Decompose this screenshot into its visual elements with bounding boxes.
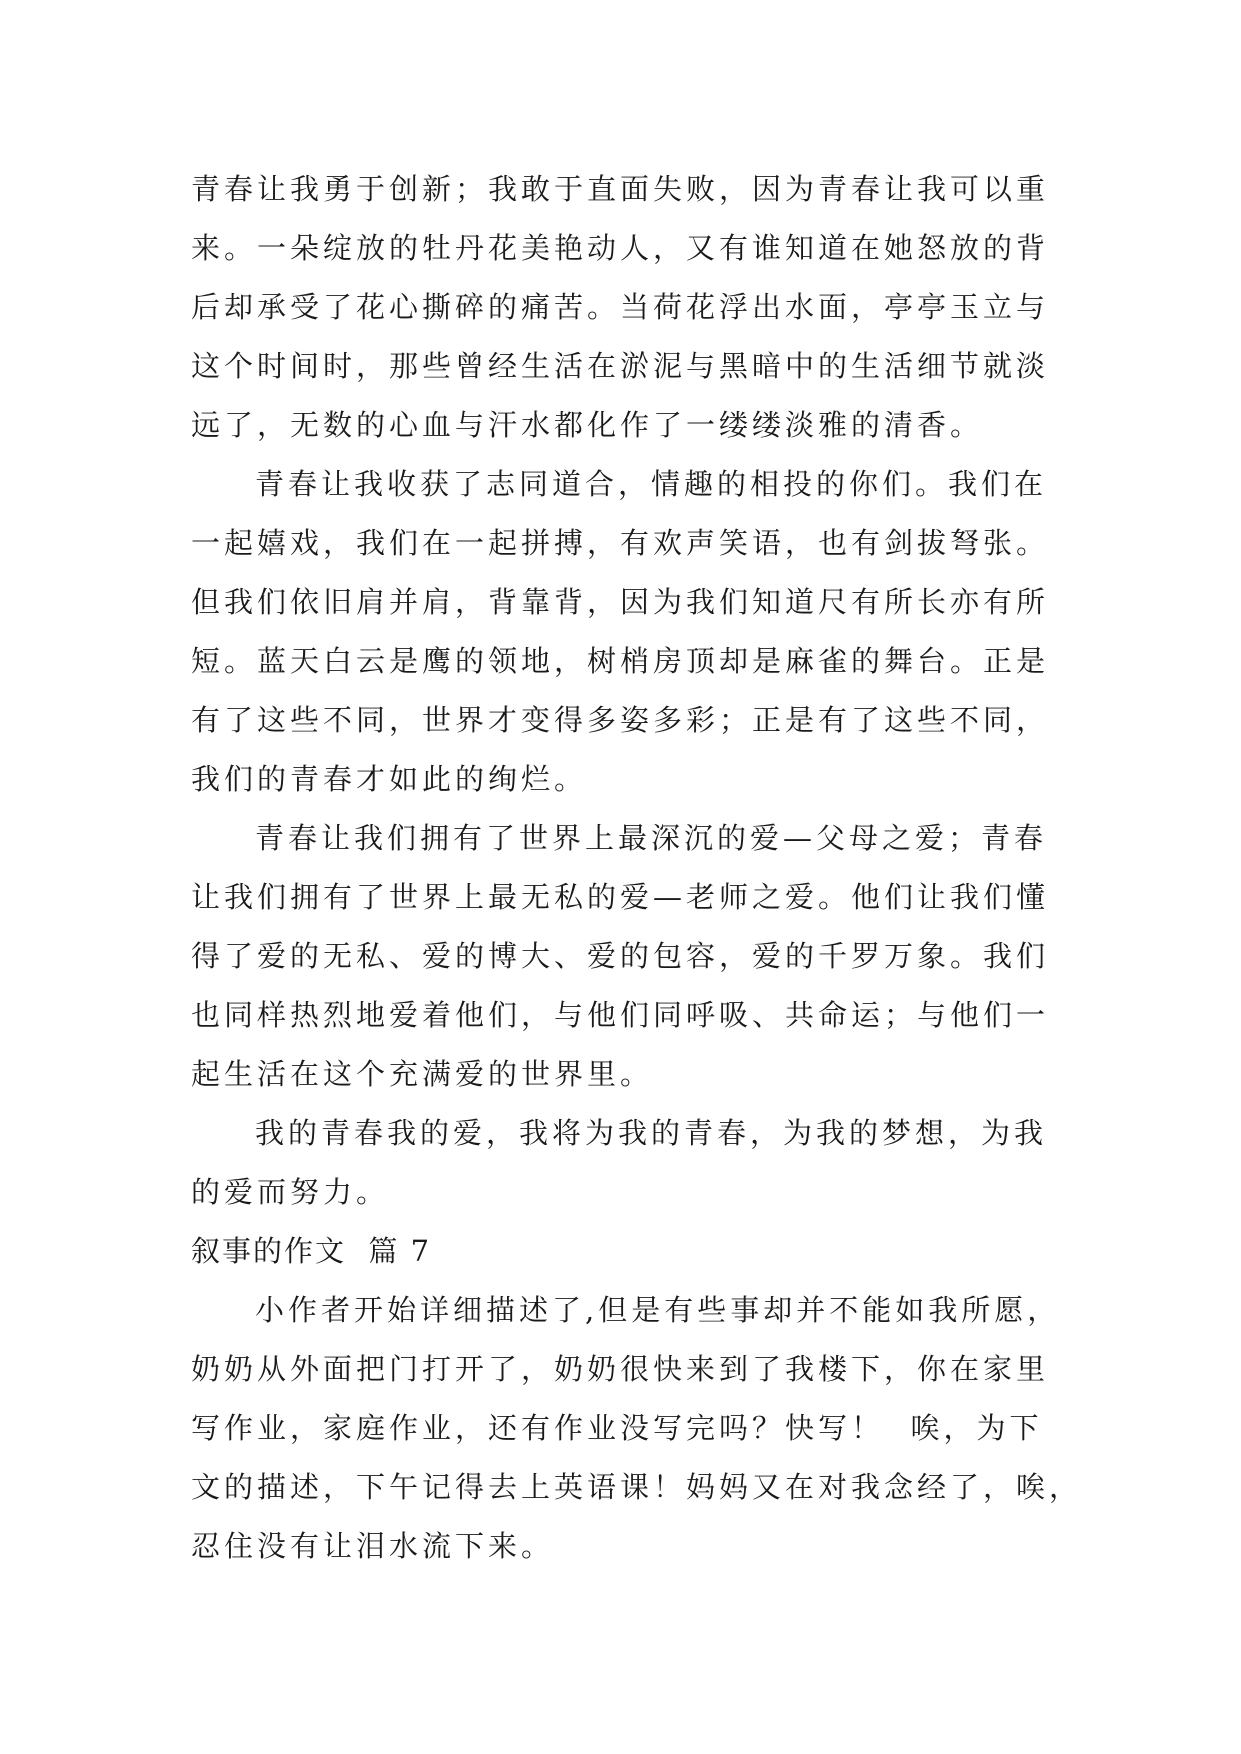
text-line: 这个时间时，那些曾经生活在淤泥与黑暗中的生活细节就淡 xyxy=(191,349,1050,383)
paragraph-love xyxy=(191,809,1051,1104)
text-line: 起生活在这个充满爱的世界里。 xyxy=(191,1057,654,1091)
text-line: 我的青春我的爱，我将为我的青春，为我的梦想，为我 xyxy=(255,1116,1048,1150)
paragraph-narrative xyxy=(191,1281,1083,1576)
section-heading xyxy=(191,1222,1051,1281)
text-line: 写作业，家庭作业，还有作业没写完吗？快写！ 唉，为下 xyxy=(191,1411,1043,1445)
document-body xyxy=(191,160,1083,1576)
text-line: 奶奶从外面把门打开了，奶奶很快来到了我楼下，你在家里 xyxy=(191,1352,1050,1386)
text-line: 一起嬉戏，我们在一起拼搏，有欢声笑语，也有剑拔弩张。 xyxy=(191,526,1050,560)
text-line: 忍住没有让泪水流下来。 xyxy=(191,1529,555,1563)
text-line: 也同样热烈地爱着他们，与他们同呼吸、共命运；与他们一 xyxy=(191,998,1050,1032)
text-line: 文的描述，下午记得去上英语课！妈妈又在对我念经了，唉， xyxy=(191,1470,1083,1504)
text-line: 远了，无数的心血与汗水都化作了一缕缕淡雅的清香。 xyxy=(191,408,984,442)
text-line: 得了爱的无私、爱的博大、爱的包容，爱的千罗万象。我们 xyxy=(191,939,1050,973)
text-line: 小作者开始详细描述了,但是有些事却并不能如我所愿， xyxy=(255,1293,1061,1327)
text-line: 后却承受了花心撕碎的痛苦。当荷花浮出水面，亭亭玉立与 xyxy=(191,290,1050,324)
text-line: 青春让我勇于创新；我敢于直面失败，因为青春让我可以重 xyxy=(191,172,1050,206)
text-line: 青春让我收获了志同道合，情趣的相投的你们。我们在 xyxy=(255,467,1048,501)
text-line: 有了这些不同，世界才变得多姿多彩；正是有了这些不同， xyxy=(191,703,1050,737)
text-line: 我们的青春才如此的绚烂。 xyxy=(191,762,588,796)
heading-line: 叙事的作文 篇 7 xyxy=(191,1234,432,1268)
text-line: 青春让我们拥有了世界上最深沉的爱—父母之爱；青春 xyxy=(255,821,1048,855)
text-line: 的爱而努力。 xyxy=(191,1175,390,1209)
text-line: 但我们依旧肩并肩，背靠背，因为我们知道尺有所长亦有所 xyxy=(191,585,1050,619)
text-line: 让我们拥有了世界上最无私的爱—老师之爱。他们让我们懂 xyxy=(191,880,1050,914)
text-line: 来。一朵绽放的牡丹花美艳动人，又有谁知道在她怒放的背 xyxy=(191,231,1050,265)
paragraph-continued xyxy=(191,160,1051,455)
paragraph-friends xyxy=(191,455,1051,809)
text-line: 短。蓝天白云是鹰的领地，树梢房顶却是麻雀的舞台。正是 xyxy=(191,644,1050,678)
paragraph-effort xyxy=(191,1104,1051,1222)
